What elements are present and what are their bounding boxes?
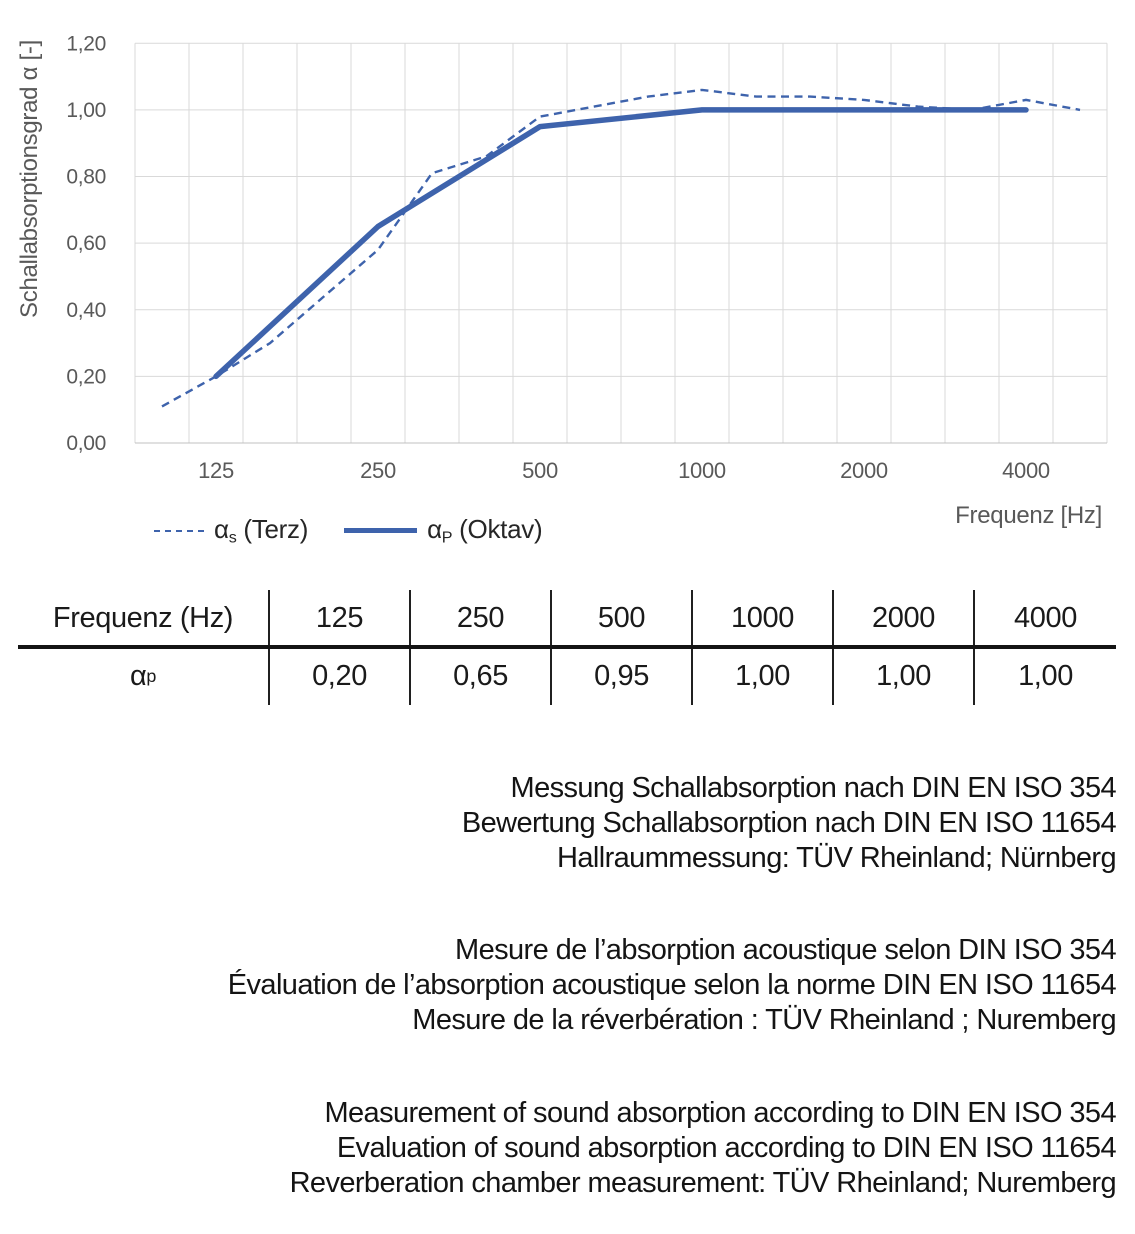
note-line: Bewertung Schallabsorption nach DIN EN ISO 11654 bbox=[461, 807, 1116, 839]
value-cell-125: 0,20 bbox=[268, 647, 409, 705]
legend-item-oktav bbox=[344, 514, 542, 548]
chart-legend bbox=[154, 514, 542, 548]
solid-line-sample bbox=[344, 528, 417, 533]
header-cell-2000: 2000 bbox=[832, 590, 973, 647]
y-tick-label: 1,20 bbox=[66, 32, 106, 56]
legend-label-oktav: $\alpha_P$ (Oktav) bbox=[427, 514, 543, 547]
y-tick-label: 0,80 bbox=[66, 165, 106, 189]
absorption-chart bbox=[0, 0, 1135, 560]
y-tick-label: 0,00 bbox=[66, 432, 106, 455]
x-tick-label: 4000 bbox=[1002, 458, 1050, 483]
header-cell-500: 500 bbox=[550, 590, 691, 647]
y-axis-title: Schallabsorptionsgrad α [-] bbox=[16, 40, 43, 318]
y-tick-labels bbox=[66, 32, 106, 455]
value-row-label: α p bbox=[130, 659, 156, 692]
table-header-rule bbox=[18, 645, 1116, 649]
note-line: Évaluation de l’absorption acoustique selon la norme DIN EN ISO 11654 bbox=[227, 969, 1116, 1001]
dashed-line-sample bbox=[154, 530, 204, 532]
notes-french bbox=[0, 933, 1116, 1038]
x-tick-label: 2000 bbox=[840, 458, 888, 483]
header-cell-4000: 4000 bbox=[973, 590, 1116, 647]
note-line: Messung Schallabsorption nach DIN EN ISO 354 bbox=[510, 772, 1116, 804]
header-cell-250: 250 bbox=[409, 590, 550, 647]
x-tick-label: 1000 bbox=[678, 458, 726, 483]
y-tick-label: 0,40 bbox=[66, 298, 106, 322]
y-tick-label: 0,60 bbox=[66, 232, 106, 256]
value-cell-2000: 1,00 bbox=[832, 647, 973, 705]
value-cell-1000: 1,00 bbox=[691, 647, 832, 705]
header-cell-1000: 1000 bbox=[691, 590, 832, 647]
notes-german bbox=[0, 771, 1116, 876]
x-axis-title: Frequenz [Hz] bbox=[955, 502, 1102, 529]
gridlines bbox=[135, 43, 1107, 443]
note-line: Evaluation of sound absorption according to DIN EN ISO 11654 bbox=[336, 1132, 1116, 1164]
x-tick-labels bbox=[198, 458, 1050, 483]
value-cell-500: 0,95 bbox=[550, 647, 691, 705]
header-cell-125: 125 bbox=[268, 590, 409, 647]
notes-english bbox=[0, 1096, 1116, 1201]
x-tick-label: 250 bbox=[360, 458, 396, 483]
y-tick-label: 1,00 bbox=[66, 98, 106, 122]
x-tick-label: 500 bbox=[522, 458, 558, 483]
legend-item-terz bbox=[154, 514, 308, 548]
value-cell-4000: 1,00 bbox=[973, 647, 1116, 705]
y-tick-label: 0,20 bbox=[66, 365, 106, 389]
value-cell-250: 0,65 bbox=[409, 647, 550, 705]
x-tick-label: 125 bbox=[198, 458, 234, 483]
legend-label-terz: $\alpha_s$ (Terz) bbox=[214, 514, 309, 547]
note-line: Mesure de la réverbération : TÜV Rheinland ; Nuremberg bbox=[412, 1004, 1116, 1036]
note-line: Reverberation chamber measurement: TÜV Rheinland; Nuremberg bbox=[289, 1167, 1116, 1199]
absorption-chart-area bbox=[0, 0, 1135, 560]
note-line: Mesure de l’absorption acoustique selon DIN ISO 354 bbox=[455, 934, 1116, 966]
note-line: Measurement of sound absorption according to DIN EN ISO 354 bbox=[324, 1097, 1116, 1129]
note-line: Hallraummessung: TÜV Rheinland; Nürnberg bbox=[557, 842, 1116, 874]
header-cell-label: Frequenz (Hz) bbox=[52, 602, 234, 634]
